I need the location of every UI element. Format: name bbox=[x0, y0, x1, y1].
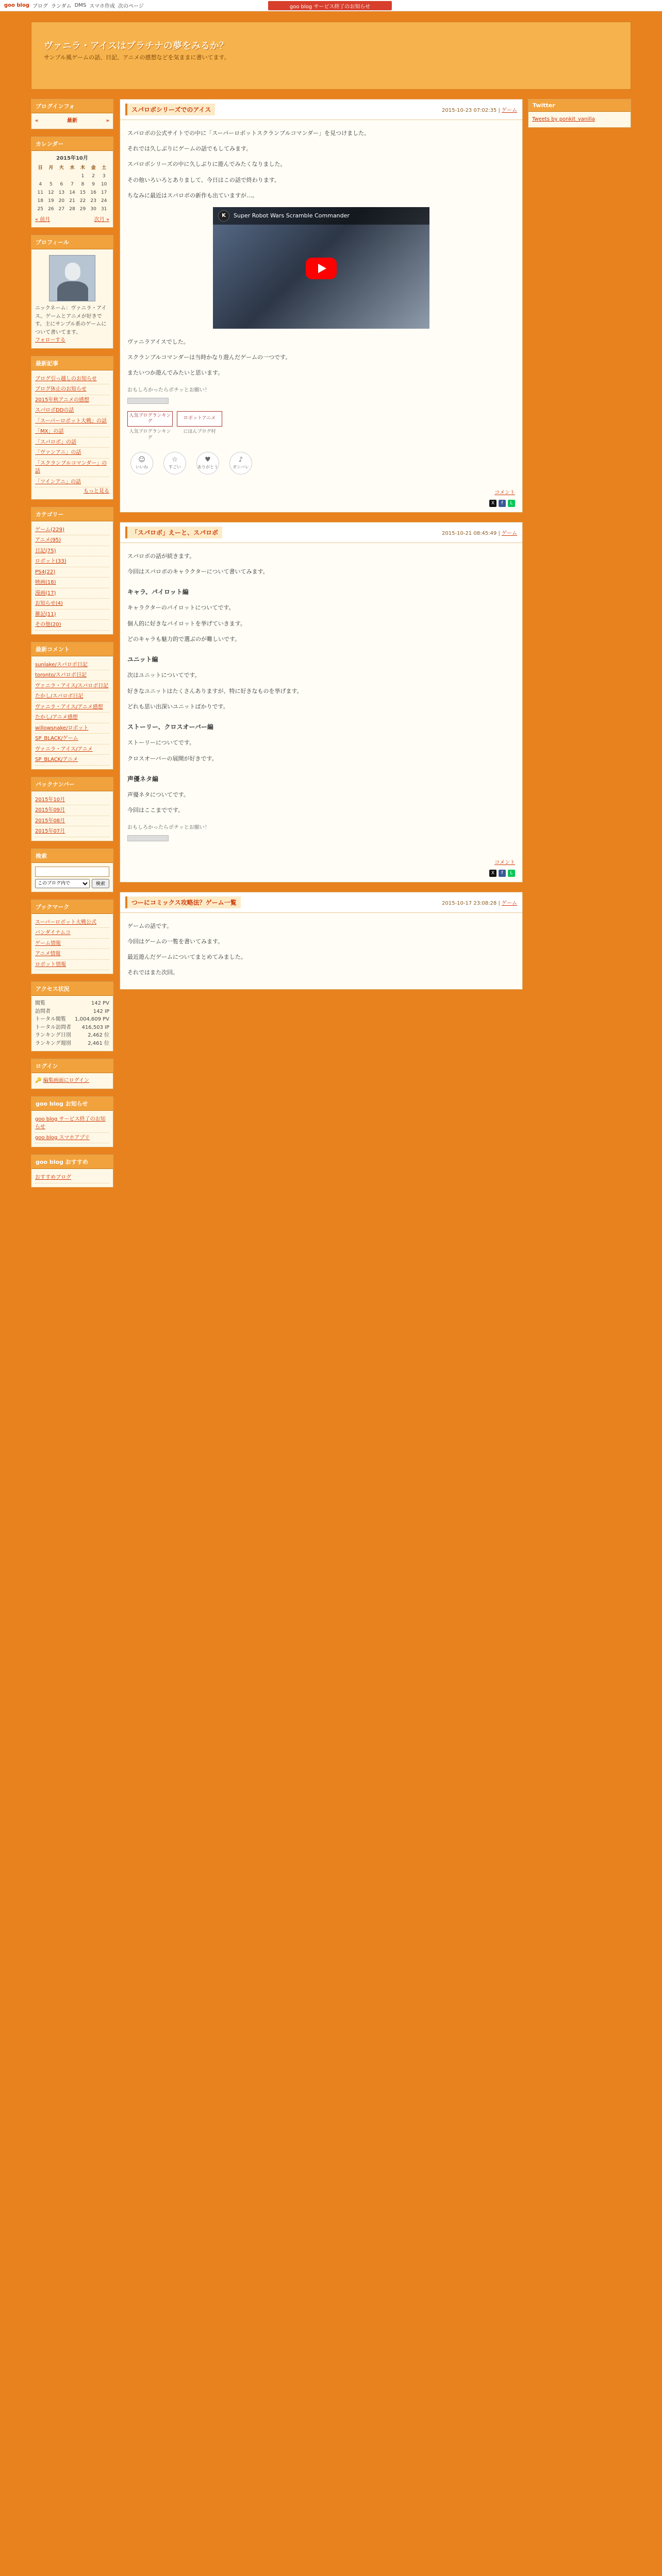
login-icon: 🔑 bbox=[35, 1078, 42, 1084]
recent-entry-item bbox=[35, 395, 109, 406]
share-buttons bbox=[120, 870, 522, 882]
recent-entry-link[interactable]: 「スパロボ」の話 bbox=[35, 439, 76, 445]
bookmark-link[interactable]: アニメ情報 bbox=[35, 951, 61, 957]
recent-entry-link[interactable]: 2015年秋アニメの感想 bbox=[35, 397, 89, 403]
categories-box bbox=[31, 507, 113, 635]
calendar-day[interactable]: 27 bbox=[58, 206, 65, 212]
recent-entries-more[interactable]: もっと見る bbox=[84, 488, 109, 495]
backnumber-item bbox=[35, 795, 109, 806]
goo-blog-recommend-list bbox=[35, 1173, 109, 1183]
access-stat-label: 訪問者 bbox=[35, 1008, 51, 1014]
calendar-day[interactable]: 10 bbox=[101, 181, 107, 187]
recent-comment-link[interactable]: sunlake/スパロボ日記 bbox=[35, 662, 88, 668]
access-stat-value: 142 PV bbox=[91, 1001, 109, 1007]
search-title: 検索 bbox=[31, 849, 113, 863]
access-stat-label: ランキング週別 bbox=[35, 1040, 71, 1046]
latest-entry-link[interactable]: 最新 bbox=[67, 118, 77, 124]
reaction-icon: ☆ bbox=[172, 456, 178, 464]
topbar-link-random[interactable]: ランダム bbox=[51, 4, 72, 9]
calendar-day[interactable]: 20 bbox=[58, 198, 65, 204]
entry-section-heading: ストーリー、クロスオーバー編 bbox=[127, 723, 213, 731]
reaction-buttons bbox=[130, 452, 515, 474]
recent-entries-box bbox=[31, 356, 113, 500]
line-share-icon[interactable]: L bbox=[508, 870, 515, 877]
recent-comments-title: 最新コメント bbox=[31, 642, 113, 656]
search-box bbox=[31, 849, 113, 892]
entry-section-heading: 声優ネタ編 bbox=[127, 775, 159, 783]
goo-blog-recommend-link[interactable]: おすすめブログ bbox=[35, 1175, 72, 1181]
recent-entry-link[interactable]: スパロボDDの話 bbox=[35, 408, 74, 414]
reaction-button[interactable] bbox=[130, 452, 153, 474]
recent-entry-link[interactable]: ブログ引っ越しのお知らせ bbox=[35, 376, 97, 382]
recent-entry-item bbox=[35, 374, 109, 385]
entry-category[interactable]: ゲーム bbox=[502, 530, 517, 536]
video-title-bar bbox=[213, 207, 429, 225]
entry-paragraph: 最近遊んだゲームについてまとめてみました。 bbox=[127, 953, 246, 960]
entry-nav bbox=[31, 113, 113, 129]
recent-comment-item bbox=[35, 691, 109, 702]
calendar-title: カレンダー bbox=[31, 137, 113, 151]
entry-category[interactable]: ゲーム bbox=[502, 108, 517, 113]
entry-date: 2015-10-23 07:02:35 | ゲーム bbox=[442, 108, 517, 113]
category-item bbox=[35, 578, 109, 588]
calendar-day[interactable]: 17 bbox=[101, 190, 107, 195]
bookmark-link[interactable]: ロボット情報 bbox=[35, 961, 66, 968]
calendar-day[interactable]: 22 bbox=[79, 198, 86, 204]
calendar-day[interactable]: 5 bbox=[49, 181, 53, 187]
entry-paragraph: 今回はここまでです。 bbox=[127, 807, 184, 814]
calendar-day[interactable]: 9 bbox=[92, 181, 95, 187]
entry-paragraph: それでは久しぶりにゲームの話でもしてみます。 bbox=[127, 145, 252, 152]
recent-comment-item bbox=[35, 681, 109, 692]
goo-blog-recommend-box bbox=[31, 1155, 113, 1188]
ranking-caption-blog: 人気ブログランキング bbox=[129, 429, 171, 441]
recent-comment-link[interactable]: たかし/スパロボ日記 bbox=[35, 693, 84, 700]
goo-blog-info-title: goo blog お知らせ bbox=[31, 1097, 113, 1111]
reaction-label: いいね bbox=[136, 464, 148, 469]
entry-paragraph: ゲームの話です。 bbox=[127, 922, 173, 929]
calendar-day[interactable]: 21 bbox=[69, 198, 75, 204]
reaction-label: ありがとう bbox=[197, 464, 218, 469]
blog-info-title: ブログインフォ bbox=[31, 99, 113, 113]
access-box bbox=[31, 981, 113, 1052]
calendar-month: 2015年10月 bbox=[56, 155, 88, 161]
recent-entries-list bbox=[35, 374, 109, 488]
blog-description: サンプル風ゲームの話、日記、アニメの感想などを気ままに書いてます。 bbox=[44, 54, 230, 61]
reaction-button[interactable] bbox=[196, 452, 219, 474]
entry-paragraph: またいつか遊んでみたいと思います。 bbox=[127, 369, 224, 377]
recent-entry-item bbox=[35, 459, 109, 477]
entry-date: 2015-10-17 23:08:28 | ゲーム bbox=[442, 900, 517, 906]
entry-section-heading: ユニット編 bbox=[127, 656, 158, 664]
recent-comment-item bbox=[35, 723, 109, 734]
topbar-link-dms[interactable]: DMS bbox=[74, 3, 87, 8]
backnumber-item bbox=[35, 816, 109, 827]
access-stat-row bbox=[35, 1031, 109, 1040]
entry-paragraph: クロスオーバーの展開が好きです。 bbox=[127, 755, 218, 762]
blog-entry bbox=[120, 892, 523, 990]
entry-title[interactable]: 「スパロボ」えーと、スパロボ bbox=[125, 527, 222, 538]
bookmark-item bbox=[35, 939, 109, 950]
blog-title[interactable]: ヴァニラ・アイスはプラチナの夢をみるか？ bbox=[44, 41, 229, 52]
calendar-day[interactable]: 18 bbox=[37, 198, 43, 204]
category-item bbox=[35, 556, 109, 567]
entry-paragraph: どのキャラも魅力的で選ぶのが難しいです。 bbox=[127, 635, 241, 642]
access-stat-label: 閲覧 bbox=[35, 1001, 45, 1007]
entry-paragraph: その他いろいろとありまして、今日はこの話で終わります。 bbox=[127, 176, 280, 183]
category-link[interactable]: 映画(18) bbox=[35, 580, 56, 586]
recent-entry-link[interactable]: 「スーパーロボット大戦」の話 bbox=[35, 418, 107, 424]
bookmark-link[interactable]: スーパーロボット大戦公式 bbox=[35, 919, 96, 925]
calendar-day[interactable]: 31 bbox=[101, 206, 107, 212]
access-stat-value: 2,461 位 bbox=[88, 1040, 109, 1046]
access-stat-label: トータル訪問者 bbox=[35, 1024, 71, 1030]
reaction-button[interactable] bbox=[163, 452, 186, 474]
goo-blog-info-box bbox=[31, 1096, 113, 1148]
x-share-icon[interactable]: X bbox=[489, 500, 496, 507]
entry-paragraph: それではまた次回。 bbox=[127, 969, 178, 976]
access-stat-value: 142 IP bbox=[93, 1008, 109, 1014]
prev-entry-link[interactable]: « bbox=[35, 118, 39, 124]
backnumber-box bbox=[31, 777, 113, 841]
entry-paragraph: 次はユニットについてです。 bbox=[127, 672, 201, 679]
calendar-weekday: 土 bbox=[102, 165, 107, 171]
calendar-weekday: 木 bbox=[80, 165, 86, 171]
recent-entry-item bbox=[35, 448, 109, 459]
category-item bbox=[35, 620, 109, 631]
bookmark-item bbox=[35, 918, 109, 928]
category-item bbox=[35, 546, 109, 557]
recent-entry-item bbox=[35, 437, 109, 448]
calendar-day[interactable]: 19 bbox=[48, 198, 54, 204]
recent-entry-link[interactable]: ブログ休止のお知らせ bbox=[35, 386, 87, 393]
bookmark-item bbox=[35, 949, 109, 960]
calendar-day[interactable]: 2 bbox=[92, 173, 95, 179]
next-entry-link[interactable]: » bbox=[106, 118, 109, 124]
ranking-banner-mura[interactable]: ロボットアニメ bbox=[177, 411, 222, 427]
category-item bbox=[35, 525, 109, 536]
profile-title: プロフィール bbox=[31, 235, 113, 249]
entry-title[interactable]: スパロボシリーズでのアイス bbox=[125, 104, 215, 115]
ranking-request: おもしろかったらポチッとお願い！ bbox=[127, 387, 210, 393]
backnumber-link[interactable]: 2015年08月 bbox=[35, 818, 65, 824]
calendar-day bbox=[35, 173, 46, 181]
reaction-icon: ☺ bbox=[138, 456, 145, 464]
calendar-day[interactable]: 16 bbox=[90, 190, 96, 195]
video-title[interactable]: Super Robot Wars Scramble Commander bbox=[234, 212, 350, 219]
bookmark-title: ブックマーク bbox=[31, 900, 113, 914]
category-item bbox=[35, 535, 109, 546]
avatar-body-shape bbox=[57, 281, 88, 301]
calendar-day[interactable]: 7 bbox=[71, 181, 74, 187]
entry-paragraph: 個人的に好きなパイロットを挙げていきます。 bbox=[127, 620, 246, 627]
recent-comments-list bbox=[35, 660, 109, 766]
calendar-weekday: 月 bbox=[48, 165, 54, 171]
recent-entry-item bbox=[35, 427, 109, 437]
categories-list bbox=[35, 525, 109, 631]
recent-comment-link[interactable]: ヴァニラ・アイス/アニメ感想 bbox=[35, 704, 103, 710]
entry-paragraph: スパロボの話が続きます。 bbox=[127, 552, 195, 560]
calendar-weekday: 金 bbox=[91, 165, 96, 171]
login-link[interactable]: 編集画面にログイン bbox=[43, 1078, 90, 1084]
calendar-day bbox=[56, 173, 67, 181]
category-link[interactable]: アニメ(95) bbox=[35, 537, 61, 544]
access-stat-value: 2,462 位 bbox=[88, 1032, 109, 1039]
calendar-day[interactable]: 29 bbox=[79, 206, 86, 212]
backnumber-title: バックナンバー bbox=[31, 777, 113, 791]
category-link[interactable]: 雑記(11) bbox=[35, 611, 56, 617]
topbar-link-blog[interactable]: ブログ bbox=[32, 4, 48, 9]
recent-entry-item bbox=[35, 384, 109, 395]
recent-entry-item bbox=[35, 477, 109, 488]
access-stat-row bbox=[35, 999, 109, 1008]
recent-comment-item bbox=[35, 670, 109, 681]
recent-comment-item bbox=[35, 660, 109, 671]
entry-paragraph: スパロボの公式サイトでの中に「スーパーロボットスクランブルコマンダー」を見つけました。 bbox=[127, 130, 370, 137]
backnumber-list bbox=[35, 795, 109, 837]
calendar-day[interactable]: 28 bbox=[69, 206, 75, 212]
recent-comment-item bbox=[35, 702, 109, 713]
recent-entry-item bbox=[35, 405, 109, 416]
category-link[interactable]: PS4(22) bbox=[35, 569, 56, 575]
category-link[interactable]: ゲーム(229) bbox=[35, 527, 64, 533]
calendar-day[interactable]: 8 bbox=[81, 181, 85, 187]
goo-blog-logo[interactable]: goo blog bbox=[4, 3, 29, 8]
access-stat-row bbox=[35, 1040, 109, 1048]
backnumber-item bbox=[35, 826, 109, 837]
entry-title[interactable]: つーにコミックス攻略法？ゲーム一覧 bbox=[125, 896, 241, 908]
blog-header bbox=[31, 22, 631, 90]
bookmark-link[interactable]: バンダイナムコ bbox=[35, 930, 71, 936]
backnumber-link[interactable]: 2015年09月 bbox=[35, 807, 65, 814]
calendar-next-month[interactable]: 次月 » bbox=[94, 216, 109, 223]
calendar-prev-month[interactable]: « 前月 bbox=[35, 216, 51, 223]
twitter-timeline-link[interactable]: Tweets by ponkit_vanilla bbox=[532, 116, 595, 122]
entry-paragraph: 今回はゲームの一覧を書いてみます。 bbox=[127, 938, 224, 945]
video-channel-icon[interactable]: K bbox=[218, 210, 229, 222]
bookmark-item bbox=[35, 960, 109, 971]
recent-entry-link[interactable]: 「MX」の話 bbox=[35, 429, 64, 435]
calendar-day[interactable]: 11 bbox=[37, 190, 43, 195]
access-stat-value: 416,503 IP bbox=[81, 1024, 109, 1030]
backnumber-link[interactable]: 2015年10月 bbox=[35, 796, 65, 803]
category-item bbox=[35, 609, 109, 620]
categories-title: カテゴリー bbox=[31, 507, 113, 521]
reaction-icon: ♪ bbox=[238, 456, 243, 464]
facebook-share-icon[interactable]: f bbox=[499, 870, 506, 877]
goo-blog-info-link[interactable]: goo blog サービス終了のお知らせ bbox=[35, 1116, 106, 1130]
goo-blog-info-list bbox=[35, 1114, 109, 1144]
goo-blog-info-link[interactable]: goo blog スマホアプリ bbox=[35, 1134, 90, 1141]
recent-comment-link[interactable]: SP_BLACK/アニメ bbox=[35, 757, 78, 763]
calendar-day[interactable]: 3 bbox=[102, 173, 106, 179]
reaction-label: すごい bbox=[169, 464, 181, 469]
right-sidebar bbox=[528, 99, 631, 135]
recent-entry-link[interactable]: 「ヴァンアニ」の話 bbox=[35, 450, 81, 456]
recent-comment-link[interactable]: たかし/アニメ感想 bbox=[35, 715, 78, 721]
bookmark-list bbox=[35, 918, 109, 971]
calendar-weekday: 水 bbox=[70, 165, 75, 171]
recent-comment-link[interactable]: toronto/スパロボ日記 bbox=[35, 672, 87, 679]
calendar-weekday: 火 bbox=[59, 165, 64, 171]
recent-comment-link[interactable]: ヴァニラ・アイス/アニメ bbox=[35, 746, 93, 752]
recent-comment-link[interactable]: SP_BLACK/ゲーム bbox=[35, 736, 78, 742]
entry-paragraph: スクランブルコマンダーは当時かなり遊んだゲームの一つです。 bbox=[127, 354, 291, 361]
line-share-icon[interactable]: L bbox=[508, 500, 515, 507]
ranking-request: おもしろかったらポチッとお願い！ bbox=[127, 824, 210, 831]
facebook-share-icon[interactable]: f bbox=[499, 500, 506, 507]
search-input[interactable] bbox=[35, 867, 109, 877]
access-stats bbox=[31, 996, 113, 1051]
x-share-icon[interactable]: X bbox=[489, 870, 496, 877]
entry-paragraph: どれも思い出深いユニットばかりです。 bbox=[127, 703, 229, 710]
calendar-day[interactable]: 26 bbox=[48, 206, 54, 212]
calendar-day bbox=[67, 173, 78, 181]
calendar-day[interactable]: 13 bbox=[58, 190, 65, 195]
profile-box bbox=[31, 235, 113, 349]
entry-date: 2015-10-21 08:45:49 | ゲーム bbox=[442, 530, 517, 536]
twitter-title: Twitter bbox=[528, 99, 631, 112]
calendar-day[interactable]: 12 bbox=[48, 190, 54, 195]
calendar-box bbox=[31, 137, 113, 228]
calendar-day[interactable]: 23 bbox=[90, 198, 96, 204]
top-utility-bar bbox=[0, 0, 662, 11]
category-link[interactable]: お知らせ(4) bbox=[35, 601, 63, 607]
calendar-day[interactable]: 4 bbox=[39, 181, 42, 187]
blog-info-box bbox=[31, 99, 113, 129]
calendar-table bbox=[35, 164, 109, 214]
calendar-weekday: 日 bbox=[38, 165, 43, 171]
avatar[interactable] bbox=[49, 255, 95, 301]
goo-blog-recommend-title: goo blog おすすめ bbox=[31, 1155, 113, 1169]
video-play-icon[interactable] bbox=[306, 258, 337, 279]
recent-entry-item bbox=[35, 416, 109, 427]
access-stat-label: トータル閲覧 bbox=[35, 1016, 66, 1023]
reaction-label: ガンバレ bbox=[233, 464, 249, 469]
reaction-icon: ♥ bbox=[205, 456, 211, 464]
recent-comment-item bbox=[35, 734, 109, 744]
entry-paragraph: ちなみに最近はスパロボの新作も出ていますが…。 bbox=[127, 192, 258, 199]
recent-comment-item bbox=[35, 713, 109, 723]
calendar-day[interactable]: 15 bbox=[79, 190, 86, 195]
entry-paragraph: ヴァニラアイスでした。 bbox=[127, 338, 189, 345]
calendar-day[interactable]: 14 bbox=[69, 190, 75, 195]
access-stat-label: ランキング日別 bbox=[35, 1032, 71, 1039]
calendar-day[interactable]: 1 bbox=[81, 173, 85, 179]
topbar-link-next[interactable]: 次のページ bbox=[118, 4, 144, 9]
entry-paragraph: 好きなユニットはたくさんありますが、特に好きなものを挙げます。 bbox=[127, 687, 303, 694]
avatar-head-shape bbox=[65, 263, 80, 280]
calendar-day[interactable]: 30 bbox=[90, 206, 96, 212]
entry-category[interactable]: ゲーム bbox=[502, 900, 517, 906]
access-stat-row bbox=[35, 1015, 109, 1024]
bookmark-link[interactable]: ゲーム情報 bbox=[35, 940, 61, 946]
access-title: アクセス状況 bbox=[31, 982, 113, 996]
category-item bbox=[35, 567, 109, 578]
category-link[interactable]: ロボット(33) bbox=[35, 558, 67, 565]
access-stat-row bbox=[35, 1008, 109, 1016]
recent-entry-link[interactable]: 「スクランブルコマンダー」の話 bbox=[35, 460, 107, 474]
calendar-day[interactable]: 6 bbox=[60, 181, 63, 187]
category-item bbox=[35, 588, 109, 599]
recent-comment-link[interactable]: ヴァニラ・アイス/スパロボ日記 bbox=[35, 683, 109, 689]
entry-section-heading: キャラ、パイロット編 bbox=[127, 588, 189, 596]
bookmark-box bbox=[31, 900, 113, 975]
comment-link[interactable]: コメント bbox=[494, 859, 515, 866]
access-stat-row bbox=[35, 1024, 109, 1032]
category-link[interactable]: その他(20) bbox=[35, 622, 61, 628]
profile-text: ニックネーム：ヴァニラ・アイス。ゲームとアニメが好きです。主にサンプル系のゲームについて書いてます。 bbox=[35, 306, 107, 335]
blog-entry bbox=[120, 99, 523, 513]
entry-paragraph: ストーリーについてです。 bbox=[127, 739, 195, 747]
left-sidebar bbox=[31, 99, 113, 1195]
embedded-video[interactable] bbox=[213, 207, 429, 329]
calendar-day bbox=[46, 173, 57, 181]
twitter-box bbox=[528, 99, 631, 128]
login-title: ログイン bbox=[31, 1059, 113, 1073]
ranking-caption-mura: にほんブログ村 bbox=[183, 429, 216, 434]
share-buttons bbox=[120, 500, 522, 512]
topbar-link-smartphone[interactable]: スマホ作成 bbox=[89, 4, 115, 9]
goo-blog-info-item bbox=[35, 1114, 109, 1133]
search-scope-select[interactable] bbox=[35, 879, 90, 888]
main-column bbox=[120, 99, 523, 999]
goo-blog-recommend-item bbox=[35, 1173, 109, 1183]
recent-entry-link[interactable]: 「ツインアニ」の話 bbox=[35, 479, 81, 485]
category-item bbox=[35, 599, 109, 609]
recent-comment-link[interactable]: willowsnake/ロボット bbox=[35, 725, 89, 731]
goo-blog-info-item bbox=[35, 1133, 109, 1144]
recent-comment-item bbox=[35, 744, 109, 755]
service-end-banner[interactable]: goo blog サービス終了のお知らせ bbox=[268, 1, 392, 10]
entry-paragraph: 今回はスパロボのキャラクターについて書いてみます。 bbox=[127, 568, 269, 575]
reaction-button[interactable] bbox=[229, 452, 252, 474]
entry-paragraph: スパロボシリーズの中に久しぶりに遊んでみたくなりました。 bbox=[127, 161, 286, 168]
backnumber-item bbox=[35, 805, 109, 816]
recent-comments-box bbox=[31, 642, 113, 770]
calendar-day[interactable]: 24 bbox=[101, 198, 107, 204]
bookmark-item bbox=[35, 928, 109, 939]
entry-paragraph: 声優ネタについてです。 bbox=[127, 791, 189, 799]
category-link[interactable]: 日記(75) bbox=[35, 548, 56, 554]
blog-entry bbox=[120, 522, 523, 883]
recent-entries-title: 最新記事 bbox=[31, 357, 113, 370]
search-button[interactable]: 検索 bbox=[92, 879, 109, 888]
backnumber-link[interactable]: 2015年07月 bbox=[35, 828, 65, 835]
comment-link[interactable]: コメント bbox=[494, 489, 515, 496]
access-stat-value: 1,004,609 PV bbox=[75, 1016, 109, 1023]
ranking-image[interactable] bbox=[127, 398, 169, 404]
calendar-day[interactable]: 25 bbox=[37, 206, 43, 212]
entry-paragraph: キャラクターのパイロットについてです。 bbox=[127, 604, 235, 612]
ranking-image[interactable] bbox=[127, 835, 169, 841]
follow-link[interactable]: フォローする bbox=[35, 337, 65, 344]
recent-comment-item bbox=[35, 755, 109, 766]
category-link[interactable]: 漫画(17) bbox=[35, 590, 56, 596]
login-box bbox=[31, 1059, 113, 1089]
ranking-banner-blog[interactable]: 人気ブログランキング bbox=[127, 411, 173, 427]
